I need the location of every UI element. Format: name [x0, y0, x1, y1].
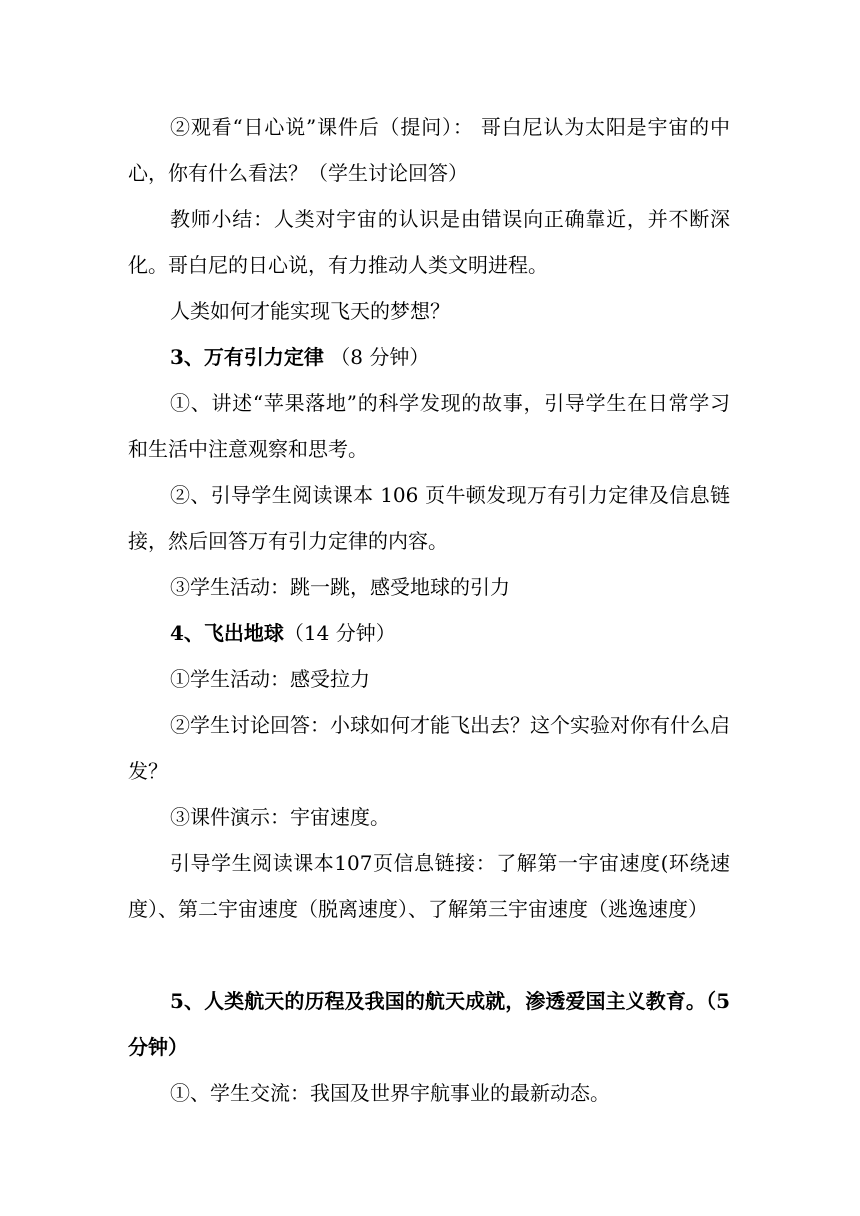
paragraph-space-exchange — [128, 1070, 730, 1116]
section-duration: （14 分钟） — [283, 621, 396, 645]
section-heading-text: 3、万有引力定律 — [170, 345, 324, 369]
paragraph-pull-activity — [128, 656, 730, 702]
section-heading-escape-earth — [128, 610, 730, 656]
paragraph-jump-activity — [128, 564, 730, 610]
paragraph-text: 人类如何才能实现飞天的梦想？ — [170, 299, 450, 323]
section-heading-text: 5、人类航天的历程及我国的航天成就，渗透爱国主义教育。（5 分钟） — [128, 989, 730, 1059]
paragraph-text: ①、学生交流：我国及世界宇航事业的最新动态。 — [170, 1081, 610, 1105]
paragraph-flight-dream — [128, 288, 730, 334]
section-heading-spaceflight-history — [128, 978, 730, 1070]
section-duration: （8 分钟） — [323, 345, 430, 369]
paragraph-newton-reading — [128, 472, 730, 564]
paragraph-heliocentric-question — [128, 104, 730, 196]
section-heading-gravitation — [128, 334, 730, 380]
paragraph-apple-story — [128, 380, 730, 472]
paragraph-text: ③课件演示：宇宙速度。 — [170, 805, 390, 829]
paragraph-text: ②、引导学生阅读课本 106 页牛顿发现万有引力定律及信息链接，然后回答万有引力定律的内容。 — [128, 483, 730, 553]
paragraph-ball-discussion — [128, 702, 730, 794]
paragraph-text: ①学生活动：感受拉力 — [170, 667, 370, 691]
paragraph-text: ②观看“日心说”课件后（提问）： 哥白尼认为太阳是宇宙的中心，你有什么看法？（学生讨论回答） — [128, 115, 730, 185]
section-heading-text: 4、飞出地球 — [170, 621, 284, 645]
paragraph-text: 引导学生阅读课本107页信息链接：了解第一宇宙速度(环绕速度）、第二宇宙速度（脱离速度）、了解第三宇宙速度（逃逸速度） — [128, 851, 730, 921]
paragraph-text: ①、讲述“苹果落地”的科学发现的故事，引导学生在日常学习和生活中注意观察和思考。 — [128, 391, 730, 461]
paragraph-text: 教师小结：人类对宇宙的认识是由错误向正确靠近，并不断深化。哥白尼的日心说，有力推动人类文明进程。 — [128, 207, 730, 277]
paragraph-cosmic-speed-demo — [128, 794, 730, 840]
paragraph-cosmic-speed-reading — [128, 840, 730, 932]
paragraph-text: ③学生活动：跳一跳，感受地球的引力 — [170, 575, 510, 599]
paragraph-text: ②学生讨论回答：小球如何才能飞出去？这个实验对你有什么启发？ — [128, 713, 730, 783]
paragraph-teacher-summary — [128, 196, 730, 288]
